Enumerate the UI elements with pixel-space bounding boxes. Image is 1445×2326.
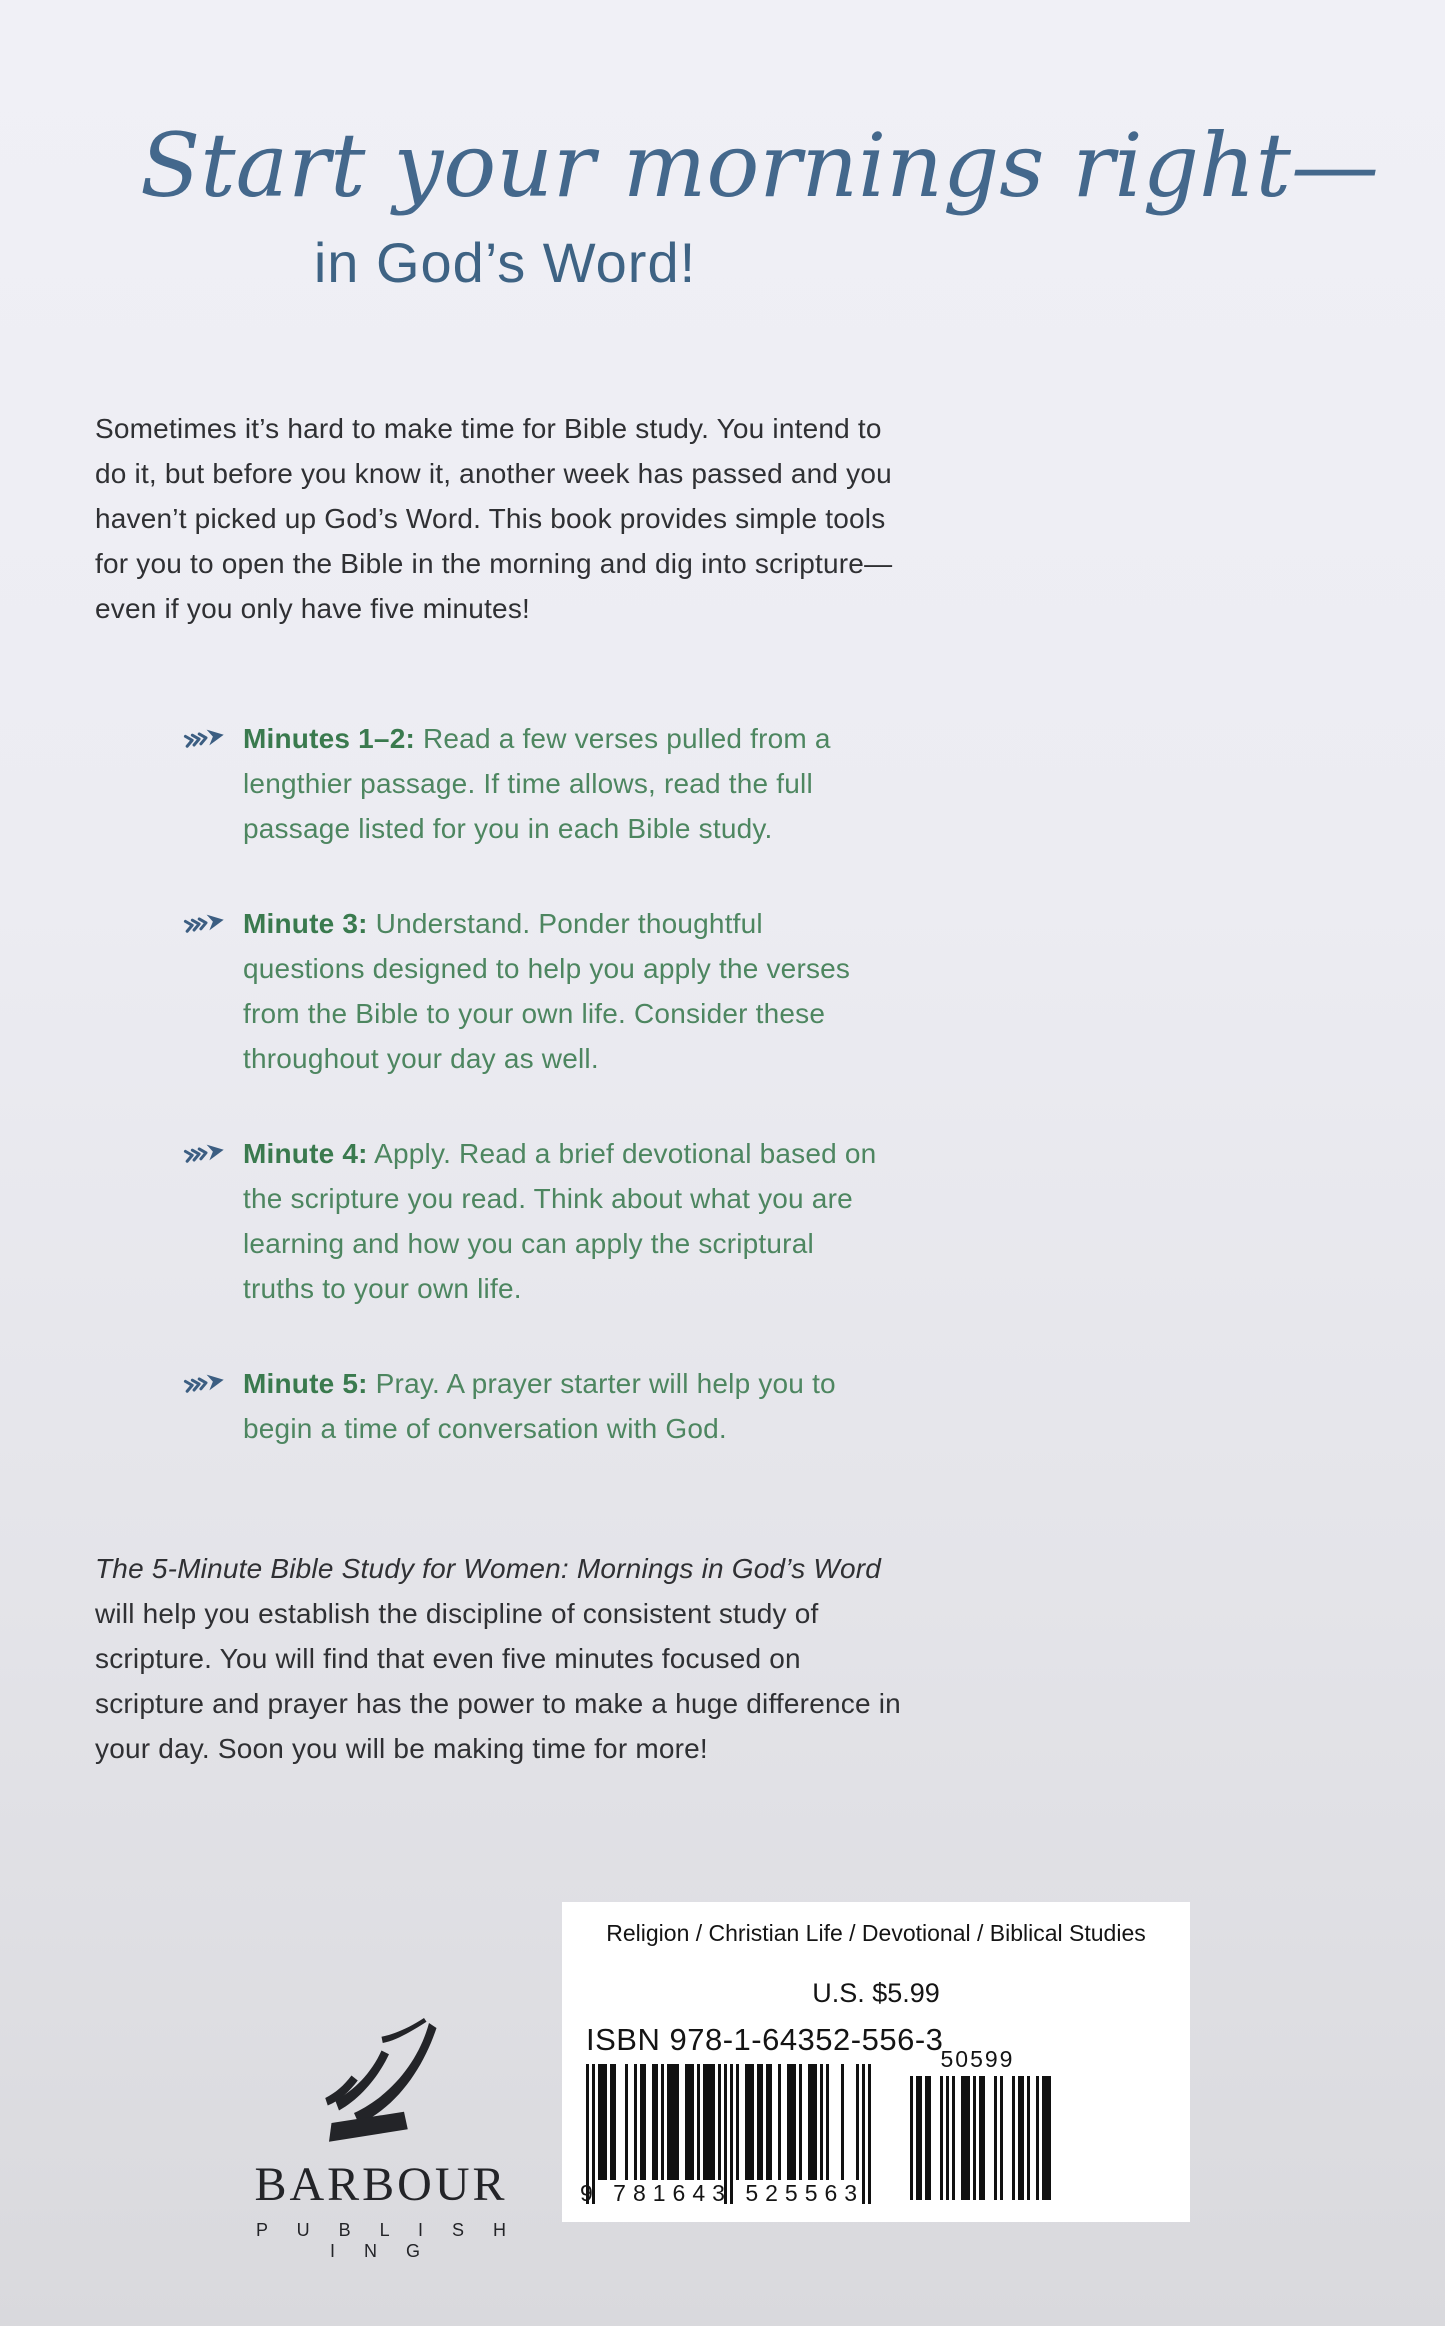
feathered-arrow-icon xyxy=(183,911,227,935)
feathered-arrow-icon xyxy=(183,726,227,750)
bullet-text xyxy=(243,716,883,851)
main-copy-column xyxy=(95,0,1379,1799)
bullet-description: Understand. Ponder thoughtful questions designed to help you apply the verses from the Bible to your own life. Consider these throughout your day as well. xyxy=(243,907,851,1074)
bullet-item-minutes-1-2 xyxy=(183,716,883,851)
bullet-item-minute-3 xyxy=(183,901,883,1081)
addon-barcode xyxy=(907,2076,1051,2200)
bullet-text xyxy=(243,901,883,1081)
publisher-tagline: P U B L I S H I N G xyxy=(255,2220,519,2262)
bullet-text xyxy=(243,1131,883,1311)
open-book-pages-icon xyxy=(294,2018,469,2158)
category-line: Religion / Christian Life / Devotional / Biblical Studies xyxy=(606,1920,1146,1946)
bullet-description: Read a few verses pulled from a lengthier passage. If time allows, read the full passage listed for you in each Bible study. xyxy=(243,722,831,844)
bullet-description: Pray. A prayer starter will help you to begin a time of conversation with God. xyxy=(243,1367,836,1444)
bullet-text xyxy=(243,1361,883,1451)
bullet-label: Minute 3: xyxy=(243,907,368,939)
closing-paragraph xyxy=(95,1546,915,1771)
bullet-label: Minute 4: xyxy=(243,1137,368,1169)
script-headline: Start your mornings right— xyxy=(140,114,1379,217)
book-title: The 5-Minute Bible Study for Women: Mornings in God’s Word xyxy=(95,1552,882,1584)
bullet-item-minute-5 xyxy=(183,1361,883,1451)
bullet-item-minute-4 xyxy=(183,1131,883,1311)
bullet-description: Apply. Read a brief devotional based on the scripture you read. Think about what you are learning and how you can apply the scriptural truths to your own life. xyxy=(243,1137,877,1304)
feathered-arrow-icon xyxy=(183,1141,227,1165)
ean-digits: 9 781643 525563 xyxy=(580,2180,865,2206)
minutes-bullet-list xyxy=(95,716,1095,1451)
closing-text: will help you establish the discipline of consistent study of scripture. You will find that even five minutes focused on scripture and prayer has the power to make a huge difference in your day. Soon you will be making time for more! xyxy=(95,1597,901,1764)
publisher-logo xyxy=(228,2018,534,2262)
intro-paragraph: Sometimes it’s hard to make time for Bible study. You intend to do it, but before you know it, another week has passed and you haven’t picked up God’s Word. This book provides simple tools for you to open the Bible in the morning and dig into scripture—even if you only have five minutes! xyxy=(95,412,893,624)
feathered-arrow-icon xyxy=(183,1371,227,1395)
addon-digits: 50599 xyxy=(940,2046,1015,2072)
sub-headline: in God’s Word! xyxy=(313,231,697,295)
publisher-name: BARBOUR xyxy=(254,2158,508,2211)
isbn-number: ISBN 978-1-64352-556-3 xyxy=(586,2022,944,2057)
price: U.S. $5.99 xyxy=(812,1978,940,2008)
bullet-label: Minutes 1–2: xyxy=(243,722,415,754)
barcode-panel xyxy=(562,1902,1190,2222)
bullet-label: Minute 5: xyxy=(243,1367,368,1399)
